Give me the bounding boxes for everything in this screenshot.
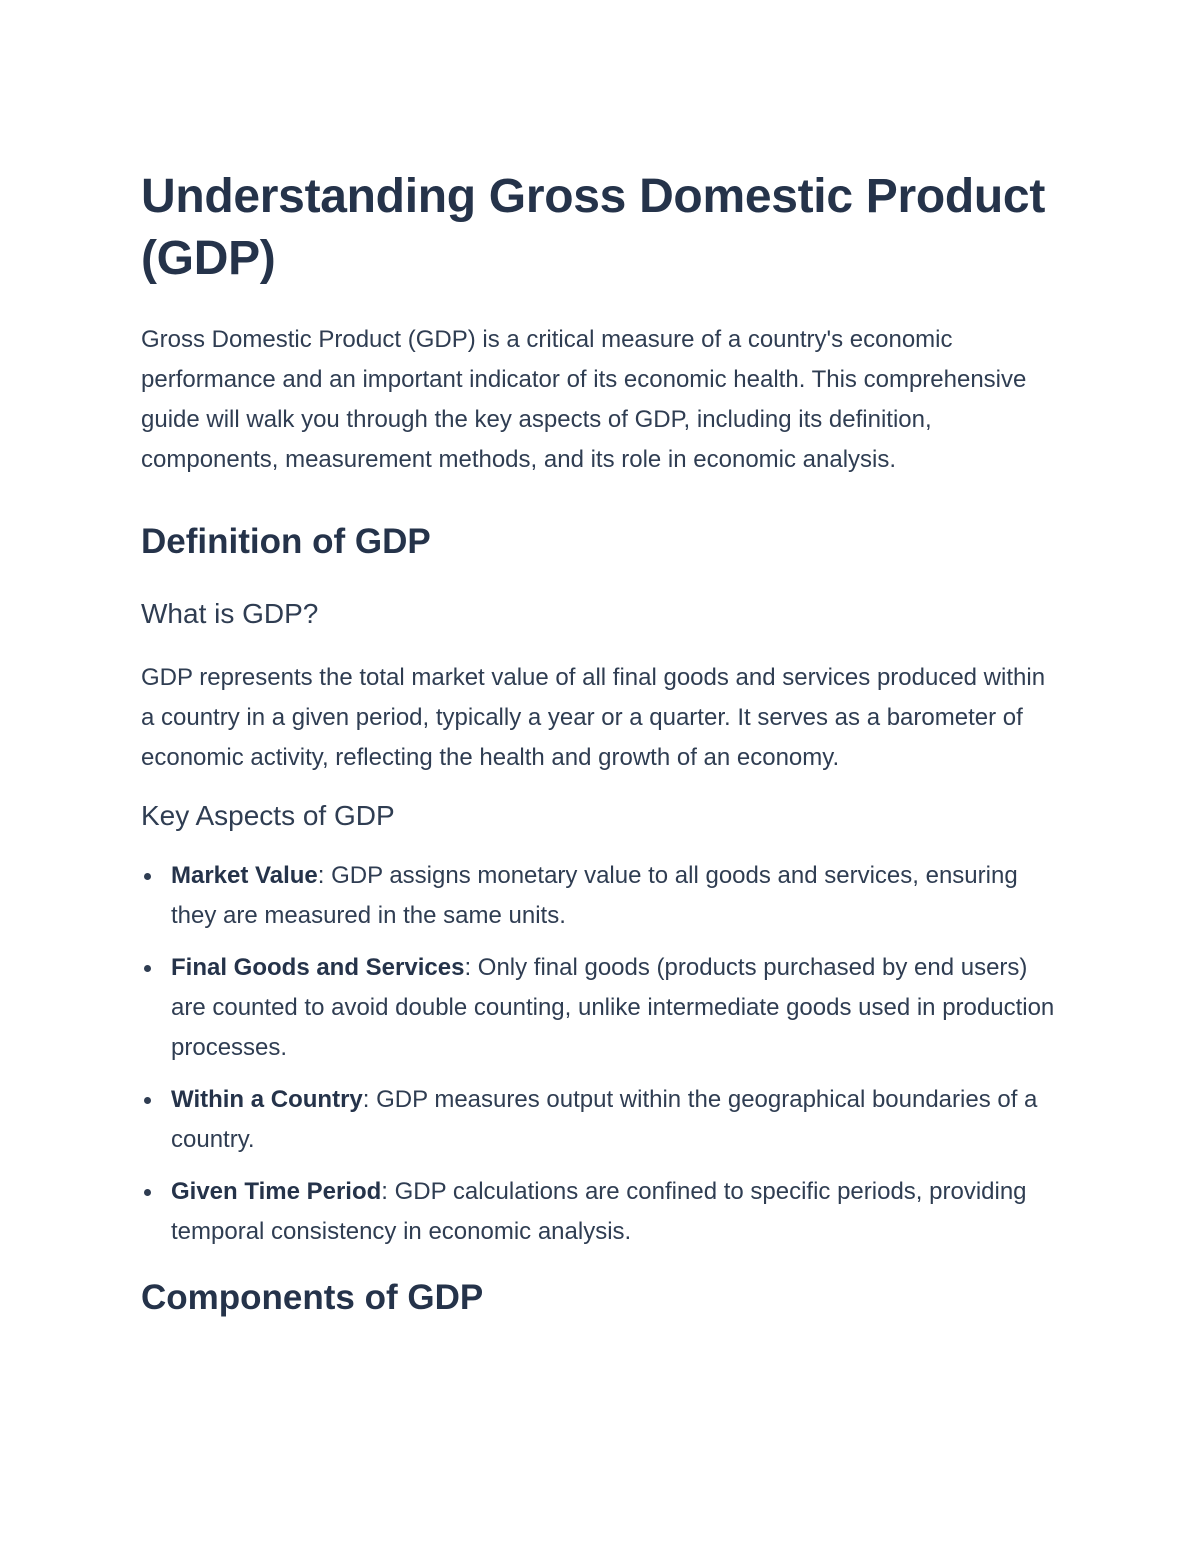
list-item-term: Market Value <box>171 862 318 889</box>
section-heading-components: Components of GDP <box>141 1278 484 1317</box>
page-title: Understanding Gross Domestic Product (GDP) <box>141 170 1046 285</box>
section-heading-definition: Definition of GDP <box>141 522 431 561</box>
subheading-what-is-gdp: What is GDP? <box>141 598 319 629</box>
bullet-icon <box>144 965 151 972</box>
list-item-term: Within a Country <box>171 1086 363 1113</box>
bullet-icon <box>144 1097 151 1104</box>
what-is-gdp-paragraph: GDP represents the total market value of all final goods and services produced within a country in a given period, typically a year or a quarter. It serves as a barometer of economic activity, reflecting the health and growth of an economy. <box>141 664 1046 771</box>
key-aspects-list <box>141 856 1060 1252</box>
subheading-key-aspects: Key Aspects of GDP <box>141 800 395 831</box>
list-item <box>141 948 1060 1068</box>
list-item <box>141 1172 1060 1252</box>
bullet-icon <box>144 1189 151 1196</box>
intro-paragraph: Gross Domestic Product (GDP) is a critical measure of a country's economic performance and an important indicator of its economic health. This comprehensive guide will walk you through the key aspects of GDP, including its definition, components, measurement methods, and its role in economic analysis. <box>141 326 1027 473</box>
list-item-text: : GDP calculations are confined to specific periods, providing temporal consistency in economic analysis. <box>171 1178 1027 1245</box>
list-item <box>141 856 1060 936</box>
list-item-term: Given Time Period <box>171 1178 382 1205</box>
list-item-text: : GDP measures output within the geographical boundaries of a country. <box>171 1086 1038 1153</box>
list-item-text: : Only final goods (products purchased by end users) are counted to avoid double counting, unlike intermediate goods used in production processes. <box>171 954 1055 1061</box>
bullet-icon <box>144 873 151 880</box>
list-item <box>141 1080 1060 1160</box>
list-item-text: : GDP assigns monetary value to all goods and services, ensuring they are measured in the same units. <box>171 862 1018 929</box>
list-item-term: Final Goods and Services <box>171 954 465 981</box>
